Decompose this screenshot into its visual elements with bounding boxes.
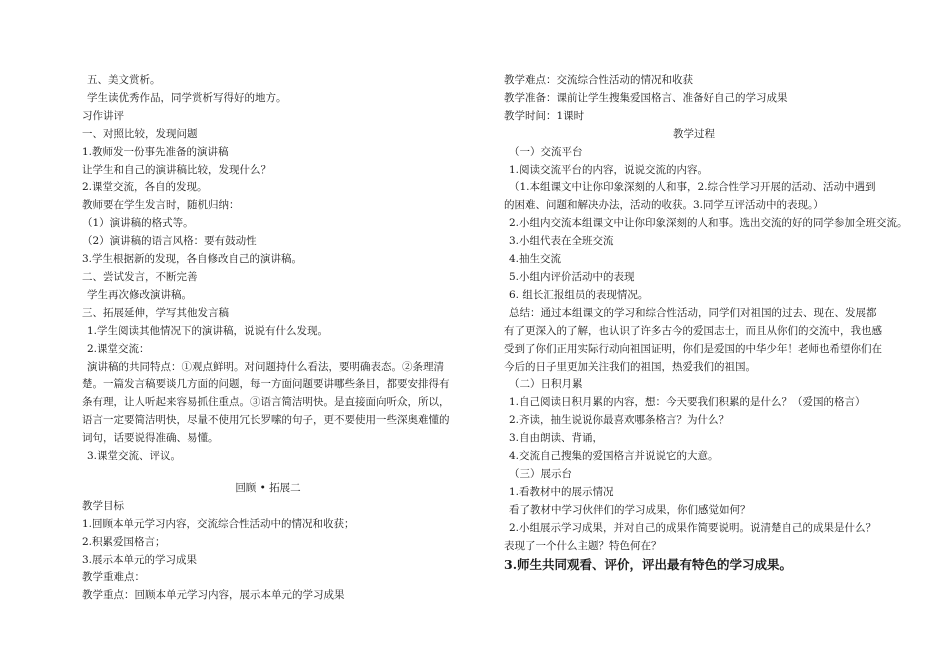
list-item: 2.齐读，抽生说说你最喜欢哪条格言？为什么？ (509, 414, 730, 427)
section-heading: 五、美文赏析。 (87, 74, 161, 86)
list-item: 1.回顾本单元学习内容，交流综合性活动中的情况和收获； (82, 517, 355, 530)
list-item: （2）演讲稿的语言风格：要有鼓动性 (82, 235, 257, 248)
list-item: 4.交流自己搜集的爱国格言并说说它的大意。 (509, 450, 719, 463)
list-item: （1）演讲稿的格式等。 (82, 217, 194, 230)
list-item: 2.课堂交流，各自的发现。 (82, 181, 208, 194)
list-item: 3.自由朗读、背诵， (509, 432, 604, 445)
left-column (82, 72, 454, 605)
list-item: 2.小组展示学习成果，并对自己的成果作简要说明。说清楚自己的成果是什么？表现了一个什么主题？特色何在？ (504, 521, 877, 552)
list-item: 3.展示本单元的学习成果 (82, 553, 198, 566)
section-heading: （三）展示台 (509, 467, 572, 480)
paragraph: 教学时间：1课时 (504, 109, 585, 122)
section-title: 教学过程 (673, 127, 715, 140)
list-item: 3.师生共同观看、评价，评出最有特色的学习成果。 (504, 557, 793, 573)
section-heading: 习作讲评 (82, 109, 124, 122)
list-item: 1.学生阅读其他情况下的演讲稿，说说有什么发现。 (87, 324, 329, 337)
list-item: 1.教师发一份事先准备的演讲稿 (82, 145, 229, 158)
paragraph: 教学准备：课前让学生搜集爱国格言、准备好自己的学习成果 (504, 91, 788, 104)
list-item: 3.学生根据新的发现，各自修改自己的演讲稿。 (82, 253, 303, 266)
list-item: 6. 组长汇报组员的表现情况。 (509, 288, 649, 301)
section-heading: （二）日积月累 (509, 378, 583, 391)
list-item: 1.阅读交流平台的内容，说说交流的内容。 (509, 163, 709, 176)
list-item: 3.课堂交流、评议。 (87, 450, 182, 463)
section-heading: 教学重难点： (82, 571, 145, 584)
list-item: 1.看教材中的展示情况 (509, 485, 614, 498)
section-heading: 教学目标 (82, 499, 124, 512)
paragraph: （1.本组课文中让你印象深刻的人和事，2.综合性学习开展的活动、活动中遇到的困难、问题和解决办法，活动的收获。3.同学互评活动中的表现。） (504, 181, 876, 212)
list-item: 2.小组内交流本组课文中让你印象深刻的人和事。选出交流的好的同学参加全班交流。 (509, 217, 908, 230)
list-item: 4.抽生交流 (509, 253, 562, 266)
paragraph: 教学重点：回顾本单元学习内容，展示本单元的学习成果 (82, 589, 345, 602)
paragraph: 看了教材中学习伙伴们的学习成果，你们感觉如何？ (509, 503, 751, 516)
paragraph: 学生读优秀作品，同学赏析写得好的地方。 (87, 91, 287, 104)
list-item: 2.课堂交流： (87, 342, 150, 355)
paragraph: 让学生和自己的演讲稿比较，发现什么？ (82, 163, 271, 176)
spacer (82, 466, 454, 480)
section-heading: 二、尝试发言，不断完善 (82, 270, 198, 283)
right-column (504, 72, 908, 575)
lesson-title: 回顾 • 拓展二 (235, 481, 301, 494)
paragraph: 总结：通过本组课文的学习和综合性活动，同学们对祖国的过去、现在、发展都有了更深入的了解，也认识了许多古今的爱国志士，而且从你们的交流中，我也感受到了你们正用实际行动向祖国证明，你们是爱国的中华少年！老师也希望你们在今后的日子里更加关注我们的祖国，热爱我们的祖国。 (504, 306, 882, 373)
list-item: 1.自己阅读日积月累的内容，想：今天要我们积累的是什么？（爱国的格言） (509, 396, 866, 409)
section-heading: （一）交流平台 (509, 145, 583, 158)
section-heading: 三、拓展延伸，学写其他发言稿 (82, 306, 229, 319)
paragraph: 教师要在学生发言时，随机归纳： (82, 199, 240, 212)
section-heading: 一、对照比较，发现问题 (82, 127, 198, 140)
list-item: 2.积累爱国格言； (82, 535, 166, 548)
paragraph: 演讲稿的共同特点：①观点鲜明。对问题持什么看法，要明确表态。②条理清楚。一篇发言稿要谈几方面的问题，每一方面问题要讲哪些条目，都要安排得有条有理，让人听起来容易抓住重点。③语言简洁明快。是直接面向听众，所以，语言一定要简洁明快，尽量不使用冗长罗嗦的句子，更不要使用一些深奥难懂的词句，话要说得准确、易懂。 (82, 360, 450, 445)
paragraph: 学生再次修改演讲稿。 (87, 288, 192, 301)
list-item: 5.小组内评价活动中的表现 (509, 270, 635, 283)
list-item: 3.小组代表在全班交流 (509, 235, 614, 248)
paragraph: 教学难点：交流综合性活动的情况和收获 (504, 74, 693, 86)
